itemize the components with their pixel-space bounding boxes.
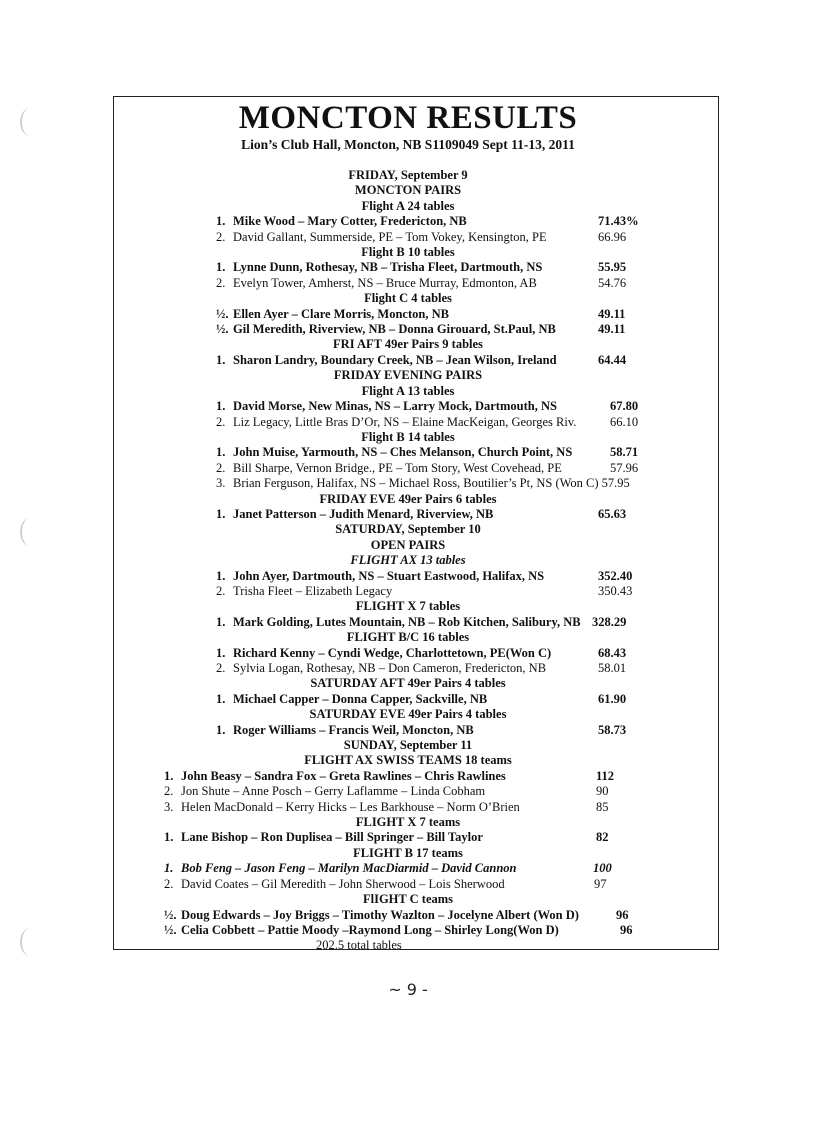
result-names: John Ayer, Dartmouth, NS – Stuart Eastwood, Halifax, NS: [233, 568, 545, 583]
result-score: 85: [596, 799, 609, 814]
result-names: Sharon Landry, Boundary Creek, NB – Jean Wilson, Ireland: [233, 352, 557, 367]
result-score: 90: [596, 784, 609, 799]
result-row: [0, 322, 816, 337]
result-row: [0, 415, 816, 430]
result-score: 96: [616, 907, 629, 922]
result-row: [0, 445, 816, 460]
result-row: [0, 769, 816, 784]
result-row: [0, 584, 816, 599]
section-heading: FRIDAY EVENING PAIRS: [333, 368, 483, 383]
section-heading: FLIGHT AX SWISS TEAMS 18 teams: [304, 753, 512, 768]
result-rank: 2.: [216, 229, 226, 244]
result-row: [0, 507, 816, 522]
section-heading: FLIGHT B 17 teams: [353, 845, 463, 860]
result-rank: 2.: [216, 583, 226, 598]
result-row: [0, 661, 816, 676]
result-names: Liz Legacy, Little Bras D’Or, NS – Elaine MacKeigan, Georges Riv.: [233, 414, 577, 429]
result-row: [0, 399, 816, 414]
result-row: [0, 877, 816, 892]
section-heading: Flight B 14 tables: [361, 429, 455, 444]
result-score: 49.11: [598, 306, 626, 321]
section-heading: Flight A 13 tables: [361, 383, 455, 398]
result-score: 58.71: [610, 445, 639, 460]
result-row: [0, 830, 816, 845]
result-names: Trisha Fleet – Elizabeth Legacy: [233, 583, 393, 598]
result-rank: 2.: [216, 275, 226, 290]
result-row: [0, 908, 816, 923]
result-rank: 2.: [216, 661, 226, 675]
section-heading: Flight A 24 tables: [361, 198, 455, 213]
result-score: 350.43: [598, 583, 633, 598]
result-rank: 3.: [164, 799, 174, 814]
total-tables: 202.5 total tables: [316, 938, 402, 953]
result-score: 58.73: [598, 722, 627, 737]
result-score: 100: [593, 861, 612, 876]
result-rank: 1.: [216, 445, 226, 460]
result-rank: 2.: [216, 460, 226, 475]
result-row: [0, 230, 816, 245]
result-names: David Gallant, Summerside, PE – Tom Vokey, Kensington, PE: [233, 229, 547, 244]
result-row: [0, 214, 816, 229]
result-rank: ½.: [216, 322, 229, 337]
result-row: [0, 861, 816, 876]
event-subtitle: Lion’s Club Hall, Moncton, NB S1109049 Sept 11-13, 2011: [241, 137, 575, 152]
result-names: Bill Sharpe, Vernon Bridge., PE – Tom Story, West Covehead, PE: [233, 460, 562, 475]
result-row: [0, 646, 816, 661]
result-score: 49.11: [598, 322, 626, 337]
result-rank: 1.: [164, 768, 174, 783]
result-rank: 1.: [216, 722, 226, 737]
result-score: 67.80: [610, 399, 639, 414]
result-score: 112: [596, 768, 615, 783]
result-names: Doug Edwards – Joy Briggs – Timothy Wazlton – Jocelyne Albert (Won D): [181, 907, 579, 922]
result-score: 352.40: [598, 568, 633, 583]
result-rank: ½.: [164, 907, 177, 922]
result-score: 64.44: [598, 352, 627, 367]
result-names: Roger Williams – Francis Weil, Moncton, NB: [233, 722, 474, 737]
result-row: [0, 723, 816, 738]
result-names: Sylvia Logan, Rothesay, NB – Don Cameron, Fredericton, NB: [233, 661, 547, 675]
result-names: Janet Patterson – Judith Menard, Riverview, NB: [233, 506, 494, 521]
result-names: Ellen Ayer – Clare Morris, Moncton, NB: [233, 306, 449, 321]
results-list: [0, 168, 816, 954]
result-score: 54.76: [598, 275, 627, 290]
section-heading: SATURDAY AFT 49er Pairs 4 tables: [310, 676, 506, 691]
section-heading: FRI AFT 49er Pairs 9 tables: [333, 337, 483, 352]
result-row: [0, 923, 816, 938]
result-names: John Beasy – Sandra Fox – Greta Rawlines – Chris Rawlines: [181, 768, 506, 783]
result-names: Richard Kenny – Cyndi Wedge, Charlottetown, PE(Won C): [233, 645, 552, 660]
result-rank: 2.: [216, 414, 226, 429]
section-heading: Flight B 10 tables: [361, 245, 455, 260]
result-row: [0, 476, 816, 491]
result-names: Evelyn Tower, Amherst, NS – Bruce Murray, Edmonton, AB: [233, 275, 537, 290]
section-heading: FLIGHT X 7 teams: [355, 815, 461, 830]
section-heading: SUNDAY, September 11: [343, 738, 473, 753]
result-row: [0, 353, 816, 368]
result-rank: ½.: [164, 922, 177, 937]
result-rank: 1.: [216, 568, 226, 583]
result-row: [0, 569, 816, 584]
result-names: Jon Shute – Anne Posch – Gerry Laflamme – Linda Cobham: [181, 784, 486, 799]
result-row: [0, 461, 816, 476]
result-row: [0, 307, 816, 322]
result-row: [0, 615, 816, 630]
section-heading: FLIGHT AX 13 tables: [350, 553, 466, 568]
result-names: Gil Meredith, Riverview, NB – Donna Girouard, St.Paul, NB: [233, 322, 556, 337]
result-score: 328.29: [592, 614, 627, 629]
result-row: [0, 800, 816, 815]
result-score: 58.01: [598, 661, 627, 675]
result-score: 65.63: [598, 506, 627, 521]
result-score: 66.96: [598, 229, 627, 244]
result-score: 61.90: [598, 691, 627, 706]
result-score: 71.43%: [598, 214, 639, 229]
section-heading: Flight C 4 tables: [364, 291, 452, 306]
section-heading: OPEN PAIRS: [370, 537, 446, 552]
result-score: 57.96: [610, 460, 639, 475]
result-score: 68.43: [598, 645, 627, 660]
result-row: [0, 784, 816, 799]
section-heading: FRIDAY EVE 49er Pairs 6 tables: [319, 491, 497, 506]
section-heading: FLIGHT X 7 tables: [355, 599, 461, 614]
result-rank: 1.: [164, 861, 174, 876]
result-rank: 1.: [216, 399, 226, 414]
result-names: Lynne Dunn, Rothesay, NB – Trisha Fleet, Dartmouth, NS: [233, 260, 543, 275]
result-row: [0, 276, 816, 291]
section-heading: MONCTON PAIRS: [354, 183, 462, 198]
result-names: Lane Bishop – Ron Duplisea – Bill Springer – Bill Taylor: [181, 830, 483, 845]
result-row: [0, 692, 816, 707]
section-heading: SATURDAY, September 10: [335, 522, 481, 537]
result-rank: ½.: [216, 306, 229, 321]
page-title: MONCTON RESULTS: [238, 100, 578, 136]
result-names: Mark Golding, Lutes Mountain, NB – Rob Kitchen, Salibury, NB: [233, 614, 581, 629]
result-names: David Coates – Gil Meredith – John Sherwood – Lois Sherwood: [181, 876, 505, 891]
result-rank: 1.: [216, 260, 226, 275]
result-rank: 2.: [164, 876, 174, 891]
section-heading: FlIGHT C teams: [362, 892, 454, 907]
section-heading: SATURDAY EVE 49er Pairs 4 tables: [309, 707, 507, 722]
result-names: Brian Ferguson, Halifax, NS – Michael Ross, Boutilier’s Pt, NS (Won C) 57.95: [233, 476, 630, 491]
result-rank: 1.: [216, 506, 226, 521]
result-score: 97: [594, 876, 607, 891]
result-names: John Muise, Yarmouth, NS – Ches Melanson, Church Point, NS: [233, 445, 573, 460]
result-rank: 1.: [216, 645, 226, 660]
result-score: 96: [620, 922, 633, 937]
result-names: David Morse, New Minas, NS – Larry Mock, Dartmouth, NS: [233, 399, 557, 414]
result-rank: 1.: [216, 352, 226, 367]
result-rank: 2.: [164, 784, 174, 799]
result-row: [0, 260, 816, 275]
page-number: ~ 9 -: [388, 980, 428, 999]
result-score: 82: [596, 830, 609, 845]
result-score: 55.95: [598, 260, 627, 275]
result-rank: 1.: [216, 614, 226, 629]
result-rank: 1.: [164, 830, 174, 845]
result-rank: 3.: [216, 476, 226, 491]
section-heading: FLIGHT B/C 16 tables: [346, 630, 470, 645]
result-names: Bob Feng – Jason Feng – Marilyn MacDiarmid – David Cannon: [181, 861, 517, 876]
result-names: Mike Wood – Mary Cotter, Fredericton, NB: [233, 214, 467, 229]
result-rank: 1.: [216, 691, 226, 706]
result-names: Michael Capper – Donna Capper, Sackville, NB: [233, 691, 488, 706]
result-names: Celia Cobbett – Pattie Moody –Raymond Long – Shirley Long(Won D): [181, 922, 559, 937]
result-rank: 1.: [216, 214, 226, 229]
result-score: 66.10: [610, 414, 639, 429]
result-names: Helen MacDonald – Kerry Hicks – Les Barkhouse – Norm O’Brien: [181, 799, 520, 814]
section-heading: FRIDAY, September 9: [348, 168, 468, 182]
